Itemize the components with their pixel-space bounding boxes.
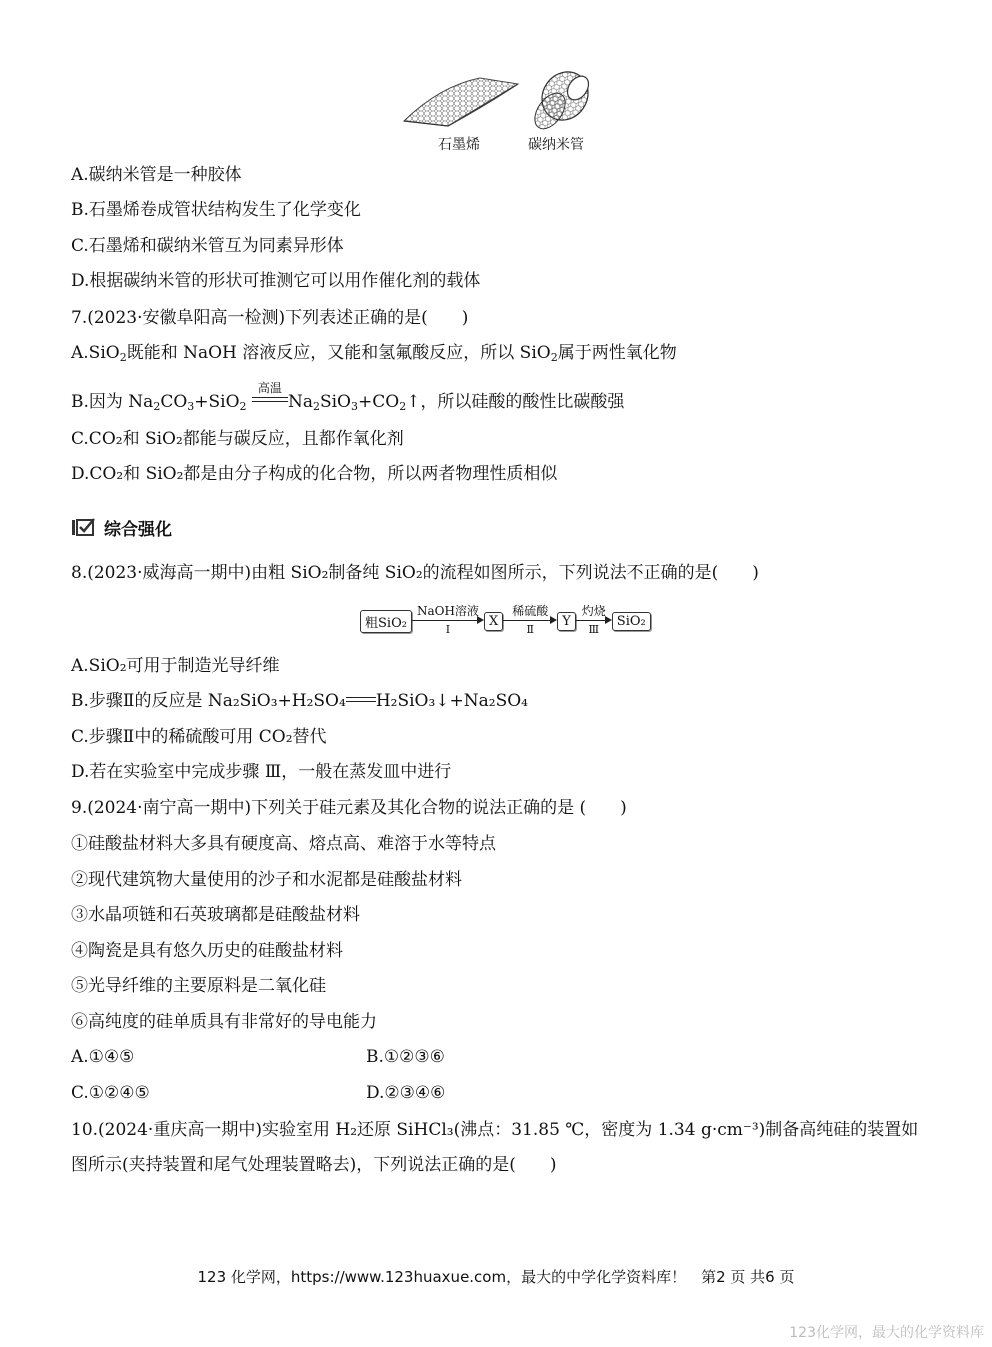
q9-item: ⑤光导纤维的主要原料是二氧化硅 [71,976,326,996]
q9-option-c: C.①②④⑤ [71,1083,150,1103]
flow-arrow-1: NaOH溶液 Ⅰ [412,606,484,636]
q7-option-a: A.SiO$_2$既能和 NaOH 溶液反应，又能和氢氟酸反应，所以 SiO$_2$属于两性氧化物 [71,343,677,364]
q9-item: ⑥高纯度的硅单质具有非常好的导电能力 [71,1012,377,1032]
q6-option-d: D.根据碳纳米管的形状可推测它可以用作催化剂的载体 [71,271,481,291]
q9-item: ①硅酸盐材料大多具有硬度高、熔点高、难溶于水等特点 [71,834,496,854]
q6-option-b: B.石墨烯卷成管状结构发生了化学变化 [71,200,361,220]
graphene-sheet-image [404,78,518,126]
page-footer: 123 化学网，https://www.123huaxue.com，最大的中学化学资料库！ 第2 页 共6 页 [197,1268,795,1286]
q8-option-b: B.步骤Ⅱ的反应是 Na₂SiO₃+H₂SO₄ H₂SiO₃↓+Na₂SO₄ [71,691,528,711]
q9-item: ③水晶项链和石英玻璃都是硅酸盐材料 [71,905,360,925]
q10-stem-line2: 图所示(夹持装置和尾气处理装置略去)，下列说法正确的是( ) [71,1155,557,1175]
flow-start-box: 粗SiO₂ [360,610,412,633]
figure-label-nanotube: 碳纳米管 [528,137,584,153]
q9-item: ④陶瓷是具有悠久历史的硅酸盐材料 [71,941,343,961]
q7-option-c: C.CO₂和 SiO₂都能与碳反应，且都作氧化剂 [71,429,404,449]
q9-option-a: A.①④⑤ [71,1047,135,1067]
q7-option-d: D.CO₂和 SiO₂都是由分子构成的化合物，所以两者物理性质相似 [71,464,558,484]
q8-option-d: D.若在实验室中完成步骤 Ⅲ，一般在蒸发皿中进行 [71,762,452,782]
q9-stem: 9.(2024·南宁高一期中)下列关于硅元素及其化合物的说法正确的是 ( ) [71,798,627,818]
flow-x-box: X [484,612,503,631]
q6-option-a: A.碳纳米管是一种胶体 [71,165,242,185]
q8-option-c: C.步骤Ⅱ中的稀硫酸可用 CO₂替代 [71,727,327,747]
q9-item: ②现代建筑物大量使用的沙子和水泥都是硅酸盐材料 [71,870,462,890]
q10-stem-line1: 10.(2024·重庆高一期中)实验室用 H₂还原 SiHCl₃(沸点：31.85 ℃，密度为 1.34 g·cm⁻³)制备高纯硅的装置如 [71,1120,919,1140]
figure-label-graphene: 石墨烯 [438,137,480,153]
flow-arrow-2: 稀硫酸 Ⅱ [503,606,557,636]
q8-flowchart [360,604,651,638]
q8-option-a: A.SiO₂可用于制造光导纤维 [71,656,280,676]
flow-y-box: Y [557,612,576,631]
q7-stem: 7.(2023·安徽阜阳高一检测)下列表述正确的是( ) [71,308,469,328]
q9-option-d: D.②③④⑥ [366,1083,446,1103]
flow-end-box: SiO₂ [612,612,651,631]
watermark: 123化学网，最大的化学资料库 [789,1325,984,1341]
checklist-icon [72,517,96,537]
section-title: 综合强化 [104,519,172,540]
q8-stem: 8.(2023·威海高一期中)由粗 SiO₂制备纯 SiO₂的流程如图所示，下列说法不正确的是( ) [71,563,759,583]
q6-option-c: C.石墨烯和碳纳米管互为同素异形体 [71,236,344,256]
section-heading [72,514,172,540]
high-temp-condition: 高温 [252,391,288,407]
carbon-nanotube-image [529,66,598,134]
q9-option-b: B.①②③⑥ [366,1047,445,1067]
q7-option-b: B.因为 $Na_2CO_3+SiO_2$ 高温 $Na_2SiO_3+CO_2↑$，所以硅酸的酸性比碳酸强 [71,381,625,413]
flow-arrow-3: 灼烧 Ⅲ [576,606,612,636]
